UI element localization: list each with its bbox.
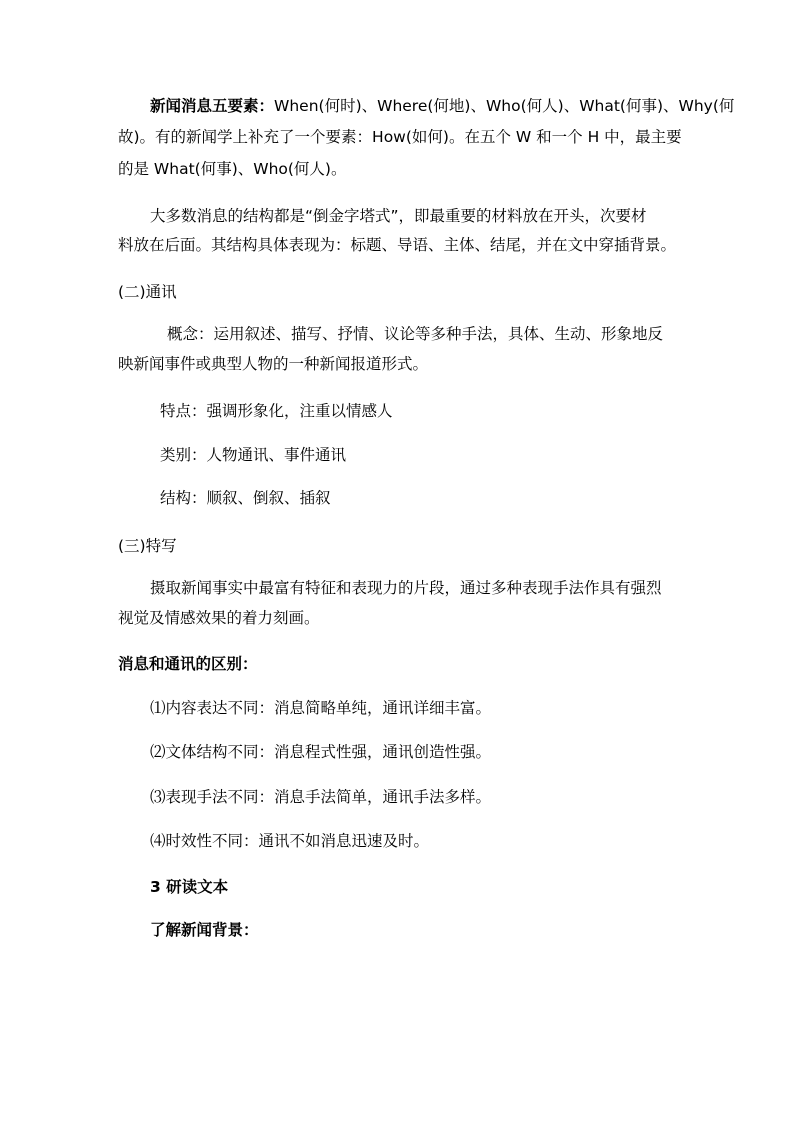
difference-item-3: ⑶表现手法不同：消息手法简单，通讯手法多样。	[150, 788, 492, 806]
paragraph-concept-line-1: 概念：运用叙述、描写、抒情、议论等多种手法，具体、生动、形象地反	[167, 325, 664, 343]
heading-news-background: 了解新闻背景：	[150, 921, 259, 939]
elements-text: When(何时)、Where(何地)、Who(何人)、What(何事)、Why(何	[274, 97, 735, 115]
elements-label: 新闻消息五要素：	[150, 97, 275, 115]
paragraph-features: 特点：强调形象化，注重以情感人	[160, 402, 393, 420]
paragraph-structure: 结构：顺叙、倒叙、插叙	[160, 489, 331, 507]
heading-texie: (三)特写	[118, 537, 177, 555]
difference-item-2: ⑵文体结构不同：消息程式性强，通讯创造性强。	[150, 743, 492, 761]
paragraph-structure-line-2: 料放在后面。其结构具体表现为：标题、导语、主体、结尾，并在文中穿插背景。	[118, 236, 677, 254]
paragraph-elements-line-1	[150, 95, 735, 117]
paragraph-elements-line-2: 故)。有的新闻学上补充了一个要素：How(如何)。在五个 W 和一个 H 中，最主要	[118, 128, 682, 146]
paragraph-texie-line-1: 摄取新闻事实中最富有特征和表现力的片段，通过多种表现手法作具有强烈	[150, 579, 662, 597]
paragraph-concept-line-2: 映新闻事件或典型人物的一种新闻报道形式。	[118, 355, 429, 373]
paragraph-structure-line-1: 大多数消息的结构都是“倒金字塔式”，即最重要的材料放在开头，次要材	[150, 207, 647, 225]
paragraph-texie-line-2: 视觉及情感效果的着力刻画。	[118, 609, 320, 627]
paragraph-categories: 类别：人物通讯、事件通讯	[160, 446, 347, 464]
difference-item-1: ⑴内容表达不同：消息简略单纯，通讯详细丰富。	[150, 699, 492, 717]
difference-item-4: ⑷时效性不同：通讯不如消息迅速及时。	[150, 832, 430, 850]
heading-section-3: 3 研读文本	[150, 878, 229, 896]
heading-tongxun: (二)通讯	[118, 283, 177, 301]
heading-differences: 消息和通讯的区别：	[118, 655, 258, 673]
paragraph-elements-line-3: 的是 What(何事)、Who(何人)。	[118, 160, 347, 178]
